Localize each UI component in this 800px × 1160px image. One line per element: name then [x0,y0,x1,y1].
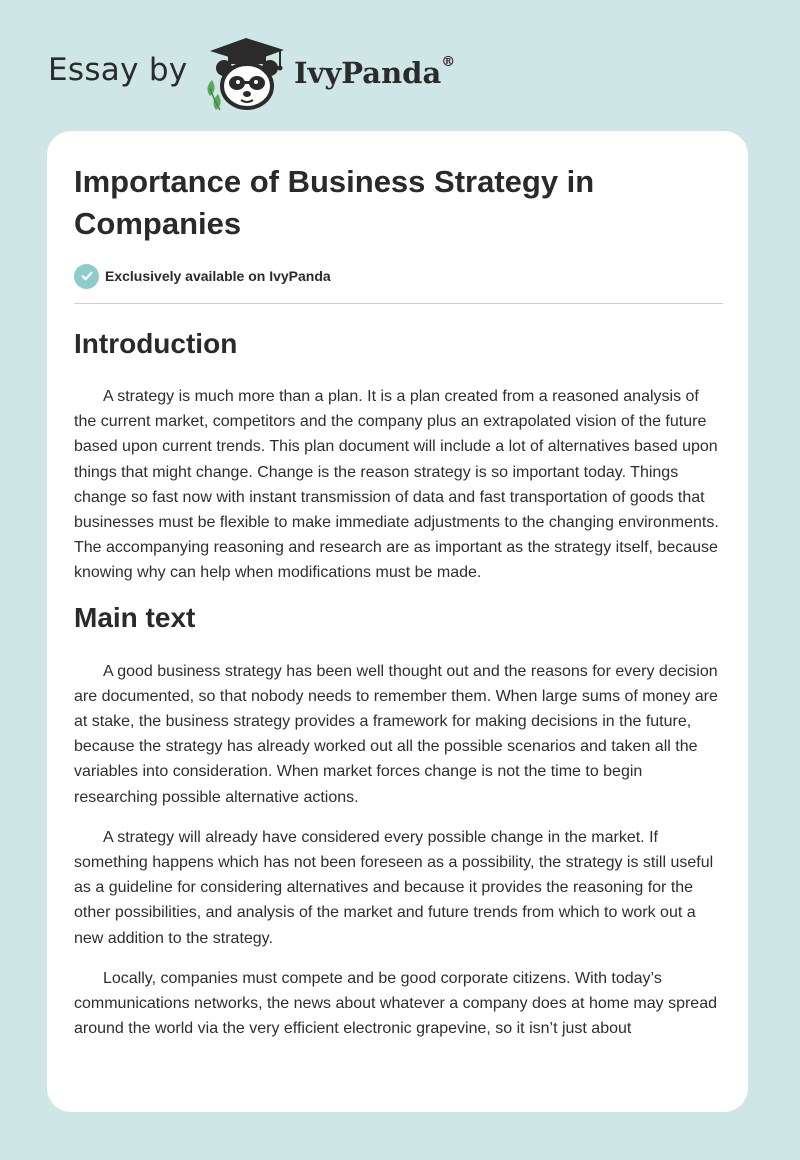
brand-text: IvyPanda [294,56,442,90]
section-heading-main-text: Main text [74,601,196,633]
panda-graduate-logo-icon[interactable] [200,34,290,114]
essay-card [47,131,748,1112]
brand-name [294,56,455,90]
divider [74,303,723,304]
paragraph: A good business strategy has been well thought out and the reasons for every decision are documented, so that nobody needs to remember them. When large sums of money are at stake, the business strategy provides a framework for making decisions in the future, because the strategy has already worked out all the possible scenarios and taken all the variables into consideration. When market forces change is not the time to begin researching possible alternative actions. [74,662,718,806]
essay-by-label: Essay by [48,52,188,88]
paragraph: A strategy will already have considered every possible change in the market. If something happens which has not been foreseen as a possibility, the strategy is still useful as a guideline for considering alternatives and because it provides the reasoning for the other possibilities, and analysis of the market and future trends from which to work out a new addition to the strategy. [74,828,714,947]
site-header [48,30,508,114]
check-circle-icon [74,264,99,289]
registered-mark: ® [441,54,456,70]
paragraph: A strategy is much more than a plan. It is a plan created from a reasoned analysis of the current market, competitors and the company plus an extrapolated vision of the future based upon current trends. This plan document will include a lot of alternatives based upon things that might change. Change is the reason strategy is so important today. Things change so fast now with instant transmission of data and fast transportation of goods that businesses must be flexible to make immediate adjustments to the changing environments. The accompanying reasoning and research are as important as the strategy itself, because knowing why can help when modifications must be made. [74,388,719,582]
badge-text: Exclusively available on IvyPanda [105,268,331,284]
exclusive-badge [74,263,331,289]
essay-content [74,319,724,1041]
checkmark-icon [80,269,94,283]
section-heading-introduction: Introduction [74,328,238,359]
paragraph: Locally, companies must compete and be good corporate citizens. With today’s communications networks, the news about whatever a company does at home may spread around the world via the very efficient electronic grapevine, so it isn’t just about [74,969,717,1038]
essay-title: Importance of Business Strategy in Companies [74,164,595,241]
